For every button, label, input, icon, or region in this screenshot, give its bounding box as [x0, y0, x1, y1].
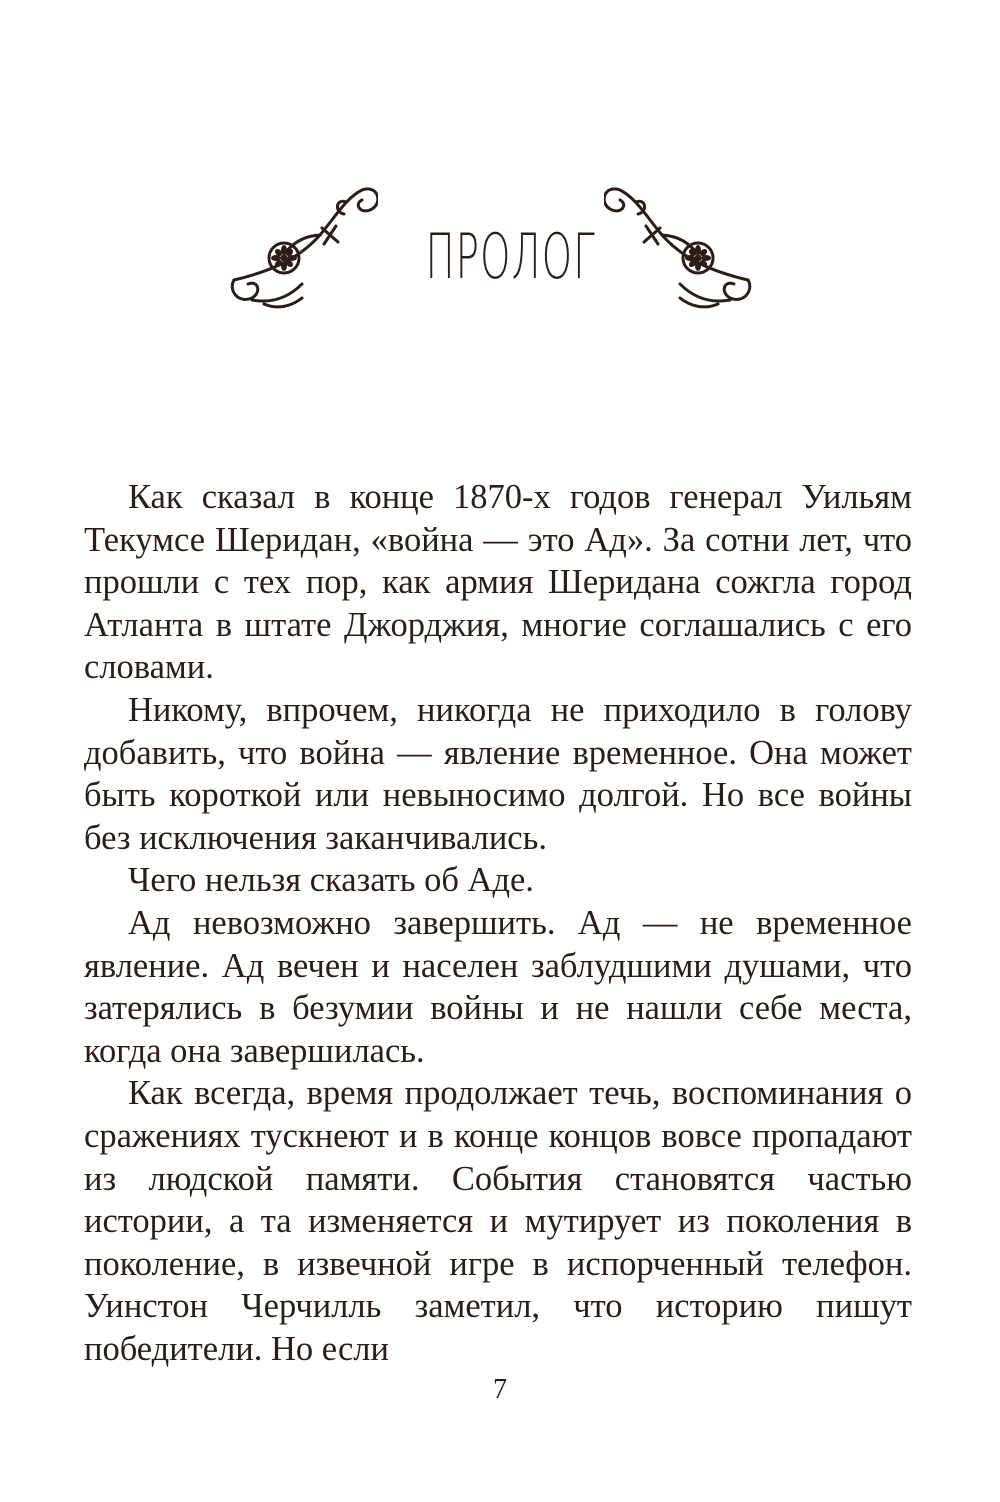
paragraph-2: Никому, впрочем, никогда не приходило в голову добавить, что война — явление временное. Она может быть короткой или невыносимо долгой. Но все войны без исключения заканчивались. [84, 690, 912, 857]
rosette [683, 243, 713, 273]
floral-scroll-ornament-icon [228, 180, 378, 310]
chapter-header [0, 180, 1000, 320]
page-number: 7 [493, 1374, 507, 1405]
paragraph-4: Ад невозможно завершить. Ад — не временное явление. Ад вечен и населен заблудшими душами, что затерялись в безумии войны и не нашли себе места, когда она завершилась. [84, 903, 912, 1070]
paragraph-1: Как сказал в конце 1870-х годов генерал Уильям Текумсе Шеридан, «война — это Ад». За сотни лет, что прошли с тех пор, как армия Шеридана сожгла город Атланта в штате Джорджия, многие соглашались с его словами. [84, 478, 912, 687]
body-text [84, 476, 912, 1370]
rosette [269, 243, 299, 273]
floral-scroll-ornament-icon [604, 180, 754, 310]
paragraph-5: Как всегда, время продолжает течь, воспоминания о сражениях тускнеют и в конце концов вовсе пропадают из людской памяти. События становятся частью истории, а та изменяется и мутирует из поколения в поколение, в извечной игре в испорченный телефон. Уинстон Черчилль заметил, что историю пишут победители. Но если [84, 1074, 912, 1368]
chapter-title: ПРОЛОГ [425, 220, 596, 293]
paragraph-3: Чего нельзя сказать об Аде. [128, 861, 534, 900]
